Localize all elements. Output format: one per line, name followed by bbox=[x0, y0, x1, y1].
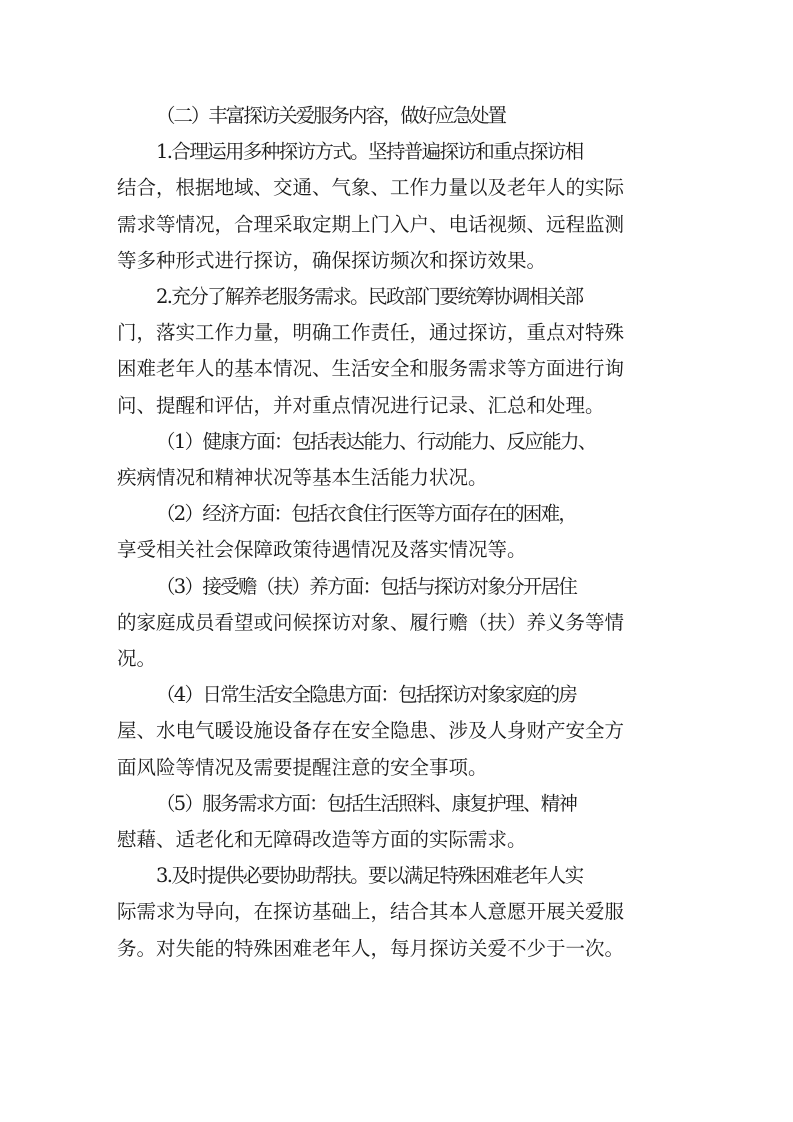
paragraph bbox=[117, 424, 677, 496]
text-line: 务。对失能的特殊困难老年人，每月探访关爱不少于一次。 bbox=[117, 936, 625, 960]
text-line: （1）健康方面：包括表达能力、行动能力、反应能力、 bbox=[156, 429, 596, 453]
text-line: 疾病情况和精神状况等基本生活能力状况。 bbox=[117, 466, 488, 490]
paragraph bbox=[117, 858, 677, 967]
text-line: （4）日常生活安全隐患方面：包括探访对象家庭的房 bbox=[156, 683, 577, 707]
text-line: 的家庭成员看望或问候探访对象、履行赡（扶）养义务等情 bbox=[117, 610, 625, 634]
text-line: （5）服务需求方面：包括生活照料、康复护理、精神 bbox=[156, 791, 577, 815]
paragraph bbox=[117, 786, 677, 858]
section-heading bbox=[117, 98, 677, 134]
text-line: 困难老年人的基本情况、生活安全和服务需求等方面进行询 bbox=[117, 357, 625, 381]
text-line: 等多种形式进行探访，确保探访频次和探访效果。 bbox=[117, 248, 547, 272]
text-line: 际需求为导向，在探访基础上，结合其本人意愿开展关爱服 bbox=[117, 900, 625, 924]
text-line: （2）经济方面：包括衣食住行医等方面存在的困难， bbox=[156, 502, 577, 526]
paragraph bbox=[117, 677, 677, 786]
text-line: 慰藉、适老化和无障碍改造等方面的实际需求。 bbox=[117, 828, 527, 852]
text-line: 屋、水电气暖设施设备存在安全隐患、涉及人身财产安全方 bbox=[117, 719, 625, 743]
text-line: （3）接受赡（扶）养方面：包括与探访对象分开居住 bbox=[156, 574, 577, 598]
text-line: 门，落实工作力量，明确工作责任，通过探访，重点对特殊 bbox=[117, 321, 625, 345]
text-line: 2.充分了解养老服务需求。民政部门要统筹协调相关部 bbox=[156, 285, 583, 309]
text-line: 需求等情况，合理采取定期上门入户、电话视频、远程监测 bbox=[117, 212, 625, 236]
text-line: 1.合理运用多种探访方式。坚持普遍探访和重点探访相 bbox=[156, 140, 583, 164]
document-body bbox=[117, 98, 677, 967]
paragraph bbox=[117, 134, 677, 279]
text-line: 结合，根据地域、交通、气象、工作力量以及老年人的实际 bbox=[117, 176, 625, 200]
text-line: （二）丰富探访关爱服务内容，做好应急处置 bbox=[156, 104, 505, 127]
paragraph bbox=[117, 279, 677, 424]
text-line: 面风险等情况及需要提醒注意的安全事项。 bbox=[117, 755, 488, 779]
text-line: 享受相关社会保障政策待遇情况及落实情况等。 bbox=[117, 538, 527, 562]
paragraph bbox=[117, 496, 677, 568]
text-line: 况。 bbox=[117, 647, 157, 671]
text-line: 问、提醒和评估，并对重点情况进行记录、汇总和处理。 bbox=[117, 393, 605, 417]
paragraph bbox=[117, 569, 677, 678]
text-line: 3.及时提供必要协助帮扶。要以满足特殊困难老年人实 bbox=[156, 864, 583, 888]
